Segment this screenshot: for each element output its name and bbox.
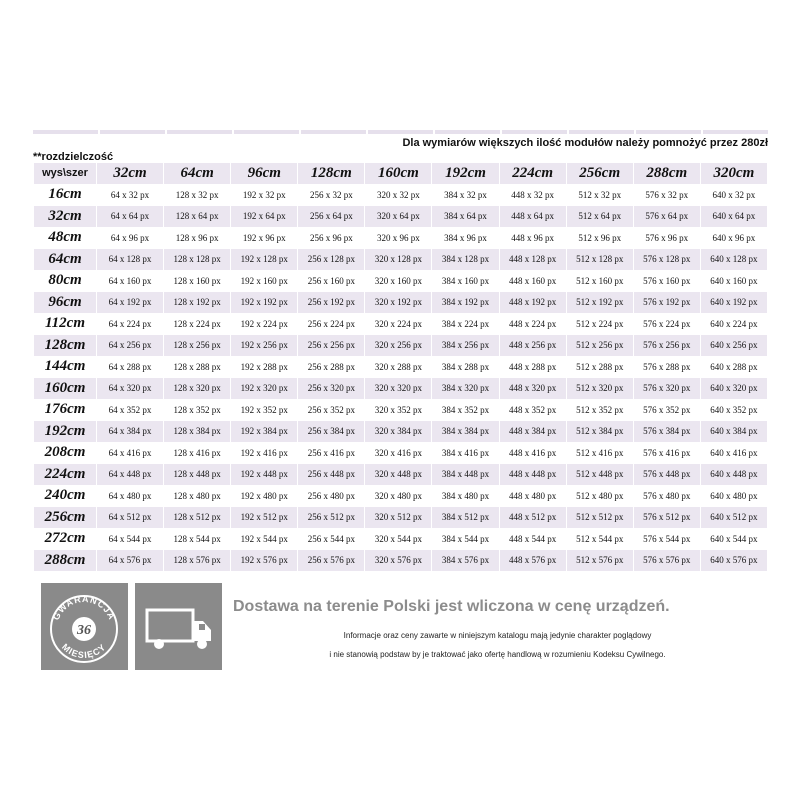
row-header: 192cm [34,421,96,442]
table-cell: 512 x 544 px [567,529,633,550]
table-cell: 192 x 416 px [231,443,297,464]
table-row [34,357,767,378]
table-cell: 384 x 384 px [432,421,498,442]
table-row [34,529,767,550]
table-row [34,464,767,485]
column-header: 32cm [97,163,163,184]
table-cell: 512 x 384 px [567,421,633,442]
column-header: 192cm [432,163,498,184]
table-cell: 256 x 480 px [298,486,364,507]
table-cell: 384 x 160 px [432,271,498,292]
table-cell: 64 x 64 px [97,206,163,227]
table-cell: 512 x 576 px [567,550,633,571]
table-cell: 576 x 416 px [634,443,700,464]
table-cell: 256 x 64 px [298,206,364,227]
warranty-badge [41,583,128,670]
table-cell: 384 x 448 px [432,464,498,485]
disclaimer-line-2: i nie stanowią podstaw by je traktować jako ofertę handlową w rozumieniu Kodeksu Cywilnego. [329,650,666,659]
table-cell: 64 x 416 px [97,443,163,464]
table-cell: 384 x 224 px [432,314,498,335]
table-cell: 512 x 320 px [567,378,633,399]
table-cell: 192 x 160 px [231,271,297,292]
table-cell: 640 x 224 px [701,314,767,335]
table-cell: 64 x 192 px [97,292,163,313]
table-cell: 384 x 416 px [432,443,498,464]
row-header: 256cm [34,507,96,528]
table-cell: 320 x 512 px [365,507,431,528]
table-cell: 512 x 416 px [567,443,633,464]
table-cell: 320 x 576 px [365,550,431,571]
row-header: 160cm [34,378,96,399]
table-cell: 192 x 288 px [231,357,297,378]
table-cell: 320 x 192 px [365,292,431,313]
column-header: 320cm [701,163,767,184]
table-cell: 384 x 512 px [432,507,498,528]
table-cell: 192 x 384 px [231,421,297,442]
row-header: 176cm [34,400,96,421]
table-cell: 256 x 256 px [298,335,364,356]
table-cell: 512 x 256 px [567,335,633,356]
table-cell: 448 x 192 px [500,292,566,313]
table-cell: 576 x 64 px [634,206,700,227]
row-header: 48cm [34,228,96,249]
table-body [34,185,767,571]
delivery-truck-icon [135,583,222,670]
table-cell: 256 x 384 px [298,421,364,442]
table-cell: 64 x 352 px [97,400,163,421]
table-cell: 640 x 352 px [701,400,767,421]
table-cell: 256 x 288 px [298,357,364,378]
table-row [34,206,767,227]
table-cell: 512 x 192 px [567,292,633,313]
table-cell: 320 x 480 px [365,486,431,507]
table-cell: 576 x 288 px [634,357,700,378]
table-cell: 256 x 320 px [298,378,364,399]
table-cell: 128 x 96 px [164,228,230,249]
table-cell: 320 x 256 px [365,335,431,356]
table-cell: 64 x 544 px [97,529,163,550]
table-cell: 512 x 128 px [567,249,633,270]
table-row [34,292,767,313]
table-cell: 64 x 96 px [97,228,163,249]
table-cell: 448 x 448 px [500,464,566,485]
table-cell: 640 x 64 px [701,206,767,227]
table-cell: 64 x 512 px [97,507,163,528]
table-cell: 448 x 384 px [500,421,566,442]
table-cell: 128 x 576 px [164,550,230,571]
row-header: 96cm [34,292,96,313]
table-cell: 256 x 448 px [298,464,364,485]
table-cell: 448 x 416 px [500,443,566,464]
table-cell: 320 x 128 px [365,249,431,270]
table-cell: 192 x 224 px [231,314,297,335]
table-cell: 128 x 544 px [164,529,230,550]
table-cell: 192 x 480 px [231,486,297,507]
table-cell: 576 x 576 px [634,550,700,571]
table-cell: 448 x 576 px [500,550,566,571]
table-cell: 512 x 448 px [567,464,633,485]
table-cell: 320 x 32 px [365,185,431,206]
column-header: 128cm [298,163,364,184]
table-cell: 192 x 128 px [231,249,297,270]
table-row [34,335,767,356]
table-cell: 384 x 128 px [432,249,498,270]
row-header: 80cm [34,271,96,292]
row-header: 208cm [34,443,96,464]
table-cell: 192 x 576 px [231,550,297,571]
disclaimer-line-1: Informacje oraz ceny zawarte w niniejszym katalogu mają jedynie charakter poglądowy [343,631,652,640]
table-cell: 512 x 64 px [567,206,633,227]
table-row [34,378,767,399]
table-cell: 448 x 32 px [500,185,566,206]
table-cell: 256 x 96 px [298,228,364,249]
table-cell: 128 x 480 px [164,486,230,507]
table-cell: 192 x 32 px [231,185,297,206]
table-cell: 128 x 256 px [164,335,230,356]
table-cell: 320 x 352 px [365,400,431,421]
table-cell: 192 x 320 px [231,378,297,399]
table-row [34,421,767,442]
table-cell: 384 x 288 px [432,357,498,378]
top-decor-strip [33,130,768,134]
table-cell: 64 x 384 px [97,421,163,442]
table-cell: 128 x 352 px [164,400,230,421]
table-cell: 256 x 128 px [298,249,364,270]
table-cell: 128 x 160 px [164,271,230,292]
table-cell: 256 x 512 px [298,507,364,528]
column-header: 224cm [500,163,566,184]
table-cell: 384 x 576 px [432,550,498,571]
delivery-headline: Dostawa na terenie Polski jest wliczona w cenę urządzeń. [233,598,670,615]
row-header: 128cm [34,335,96,356]
table-cell: 448 x 352 px [500,400,566,421]
table-cell: 320 x 64 px [365,206,431,227]
table-cell: 512 x 352 px [567,400,633,421]
resolution-label: **rozdzielczość [33,151,114,163]
table-cell: 128 x 448 px [164,464,230,485]
table-cell: 512 x 512 px [567,507,633,528]
table-row [34,185,767,206]
table-cell: 320 x 160 px [365,271,431,292]
table-cell: 576 x 448 px [634,464,700,485]
row-header: 224cm [34,464,96,485]
table-cell: 64 x 320 px [97,378,163,399]
row-header: 64cm [34,249,96,270]
table-cell: 320 x 288 px [365,357,431,378]
table-row [34,228,767,249]
table-cell: 192 x 544 px [231,529,297,550]
table-cell: 384 x 480 px [432,486,498,507]
table-cell: 192 x 448 px [231,464,297,485]
warranty-seal-icon [41,583,128,670]
table-row [34,486,767,507]
column-header: 288cm [634,163,700,184]
table-cell: 640 x 544 px [701,529,767,550]
table-cell: 640 x 96 px [701,228,767,249]
table-cell: 256 x 416 px [298,443,364,464]
warranty-top-text: GWARANCJA [50,593,118,622]
table-cell: 448 x 256 px [500,335,566,356]
table-cell: 64 x 576 px [97,550,163,571]
column-header: 64cm [164,163,230,184]
warranty-number: 36 [77,623,91,638]
table-cell: 448 x 480 px [500,486,566,507]
table-row [34,249,767,270]
table-cell: 640 x 256 px [701,335,767,356]
table-cell: 576 x 544 px [634,529,700,550]
table-cell: 192 x 96 px [231,228,297,249]
table-cell: 256 x 32 px [298,185,364,206]
table-cell: 320 x 416 px [365,443,431,464]
table-row [34,400,767,421]
table-cell: 640 x 480 px [701,486,767,507]
table-cell: 576 x 352 px [634,400,700,421]
table-cell: 128 x 224 px [164,314,230,335]
table-cell: 384 x 96 px [432,228,498,249]
table-cell: 576 x 320 px [634,378,700,399]
table-cell: 640 x 160 px [701,271,767,292]
table-cell: 64 x 448 px [97,464,163,485]
table-cell: 512 x 288 px [567,357,633,378]
row-header: 16cm [34,185,96,206]
table-cell: 512 x 160 px [567,271,633,292]
table-cell: 576 x 512 px [634,507,700,528]
row-header: 240cm [34,486,96,507]
table-cell: 192 x 256 px [231,335,297,356]
table-cell: 448 x 160 px [500,271,566,292]
table-cell: 448 x 64 px [500,206,566,227]
table-row [34,507,767,528]
table-cell: 256 x 576 px [298,550,364,571]
table-cell: 256 x 160 px [298,271,364,292]
table-cell: 256 x 352 px [298,400,364,421]
table-cell: 192 x 192 px [231,292,297,313]
table-cell: 384 x 544 px [432,529,498,550]
table-cell: 384 x 32 px [432,185,498,206]
table-cell: 128 x 320 px [164,378,230,399]
table-cell: 576 x 96 px [634,228,700,249]
table-cell: 512 x 480 px [567,486,633,507]
table-cell: 448 x 128 px [500,249,566,270]
table-cell: 576 x 32 px [634,185,700,206]
table-cell: 576 x 384 px [634,421,700,442]
table-cell: 512 x 224 px [567,314,633,335]
table-cell: 320 x 224 px [365,314,431,335]
table-cell: 64 x 256 px [97,335,163,356]
table-cell: 320 x 384 px [365,421,431,442]
table-cell: 576 x 160 px [634,271,700,292]
table-row [34,271,767,292]
table-cell: 640 x 192 px [701,292,767,313]
table-cell: 640 x 128 px [701,249,767,270]
table-cell: 576 x 224 px [634,314,700,335]
column-header: 160cm [365,163,431,184]
table-row [34,443,767,464]
table-cell: 512 x 96 px [567,228,633,249]
table-cell: 320 x 320 px [365,378,431,399]
table-cell: 128 x 192 px [164,292,230,313]
table-cell: 192 x 352 px [231,400,297,421]
table-cell: 640 x 320 px [701,378,767,399]
table-cell: 640 x 288 px [701,357,767,378]
row-header: 272cm [34,529,96,550]
table-cell: 128 x 32 px [164,185,230,206]
row-header: 32cm [34,206,96,227]
table-cell: 64 x 128 px [97,249,163,270]
table-cell: 576 x 480 px [634,486,700,507]
table-cell: 640 x 416 px [701,443,767,464]
table-cell: 320 x 96 px [365,228,431,249]
table-cell: 448 x 288 px [500,357,566,378]
table-cell: 640 x 512 px [701,507,767,528]
table-cell: 640 x 32 px [701,185,767,206]
table-cell: 128 x 288 px [164,357,230,378]
corner-label: wys\szer [34,163,96,184]
table-cell: 64 x 224 px [97,314,163,335]
column-header: 256cm [567,163,633,184]
delivery-badge [135,583,222,670]
table-cell: 448 x 320 px [500,378,566,399]
table-cell: 576 x 128 px [634,249,700,270]
table-cell: 64 x 32 px [97,185,163,206]
table-row [34,550,767,571]
table-cell: 256 x 192 px [298,292,364,313]
table-cell: 448 x 96 px [500,228,566,249]
table-cell: 384 x 256 px [432,335,498,356]
table-cell: 128 x 416 px [164,443,230,464]
table-cell: 512 x 32 px [567,185,633,206]
table-cell: 64 x 480 px [97,486,163,507]
table-cell: 384 x 192 px [432,292,498,313]
table-cell: 320 x 448 px [365,464,431,485]
row-header: 144cm [34,357,96,378]
warranty-bottom-text: MIESIĘCY [60,641,108,661]
table-cell: 128 x 128 px [164,249,230,270]
table-cell: 64 x 288 px [97,357,163,378]
table-cell: 576 x 256 px [634,335,700,356]
table-cell: 128 x 384 px [164,421,230,442]
table-cell: 128 x 512 px [164,507,230,528]
table-cell: 320 x 544 px [365,529,431,550]
table-cell: 384 x 64 px [432,206,498,227]
table-cell: 640 x 576 px [701,550,767,571]
table-cell: 448 x 224 px [500,314,566,335]
table-cell: 256 x 544 px [298,529,364,550]
row-header: 112cm [34,314,96,335]
table-cell: 640 x 448 px [701,464,767,485]
table-cell: 576 x 192 px [634,292,700,313]
row-header: 288cm [34,550,96,571]
table-cell: 256 x 224 px [298,314,364,335]
table-cell: 384 x 320 px [432,378,498,399]
pricing-note: Dla wymiarów większych ilość modułów należy pomnożyć przez 280zł [402,137,768,149]
table-cell: 128 x 64 px [164,206,230,227]
table-cell: 640 x 384 px [701,421,767,442]
table-header-row [34,163,767,184]
table-cell: 192 x 512 px [231,507,297,528]
table-cell: 384 x 352 px [432,400,498,421]
resolution-table [33,162,768,572]
table-cell: 448 x 544 px [500,529,566,550]
table-row [34,314,767,335]
column-header: 96cm [231,163,297,184]
table-cell: 64 x 160 px [97,271,163,292]
table-cell: 448 x 512 px [500,507,566,528]
table-cell: 192 x 64 px [231,206,297,227]
